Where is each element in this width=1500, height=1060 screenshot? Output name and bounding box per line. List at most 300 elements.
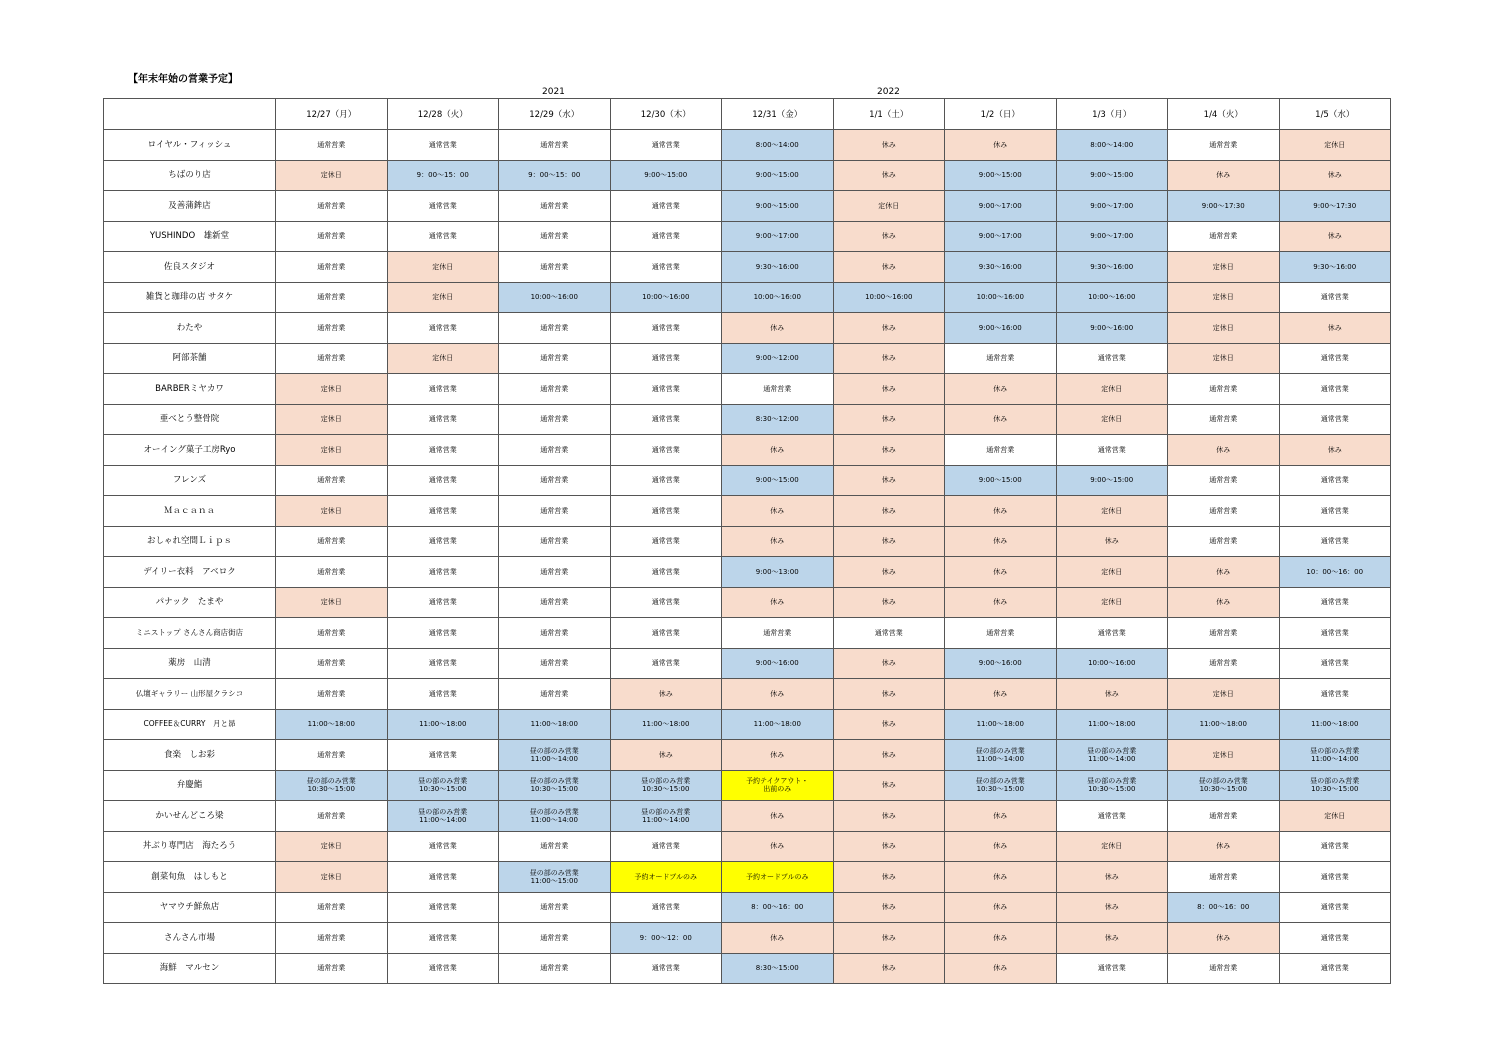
schedule-cell: 11:00～18:00: [276, 709, 388, 740]
schedule-cell: 予約オードブルのみ: [610, 862, 722, 893]
table-row: [104, 282, 1391, 313]
schedule-cell: 11:00～18:00: [387, 709, 499, 740]
header-date: 1/2（日）: [945, 99, 1057, 130]
schedule-cell: 通常営業: [499, 618, 611, 649]
table-row: [104, 526, 1391, 557]
schedule-cell: 休み: [833, 770, 945, 801]
schedule-cell: 9:00～17:00: [1056, 191, 1168, 222]
schedule-cell: 休み: [1168, 557, 1280, 588]
schedule-cell: 10:00～16:00: [1056, 282, 1168, 313]
schedule-cell: 11:00～18:00: [1168, 709, 1280, 740]
schedule-cell: 9:00～16:00: [945, 313, 1057, 344]
table-row: [104, 953, 1391, 984]
schedule-cell: 通常営業: [610, 465, 722, 496]
schedule-cell: 11:00～18:00: [499, 709, 611, 740]
schedule-cell: 通常営業: [499, 343, 611, 374]
schedule-cell: 10:00～16:00: [722, 282, 834, 313]
header-date: 1/5（水）: [1279, 99, 1391, 130]
schedule-cell: 予約テイクアウト・ 出前のみ: [722, 770, 834, 801]
business-schedule-table: [103, 98, 1391, 984]
schedule-cell: 定休日: [276, 496, 388, 527]
schedule-cell: 定休日: [276, 374, 388, 405]
schedule-cell: 通常営業: [1056, 801, 1168, 832]
schedule-cell: 昼の部のみ営業 10:30～15:00: [945, 770, 1057, 801]
schedule-cell: 定休日: [1279, 801, 1391, 832]
schedule-cell: 通常営業: [1279, 923, 1391, 954]
schedule-cell: 通常営業: [722, 374, 834, 405]
schedule-cell: 休み: [1056, 862, 1168, 893]
store-name: 阿部茶舗: [104, 343, 276, 374]
schedule-cell: 通常営業: [499, 526, 611, 557]
schedule-cell: 定休日: [276, 862, 388, 893]
schedule-cell: 休み: [1168, 923, 1280, 954]
schedule-cell: 休み: [945, 953, 1057, 984]
schedule-cell: 通常営業: [276, 892, 388, 923]
schedule-cell: 通常営業: [276, 343, 388, 374]
schedule-cell: 休み: [1168, 160, 1280, 191]
schedule-cell: 8:00～14:00: [722, 130, 834, 161]
table-row: [104, 160, 1391, 191]
schedule-cell: 定休日: [387, 282, 499, 313]
schedule-cell: 通常営業: [276, 282, 388, 313]
schedule-cell: 通常営業: [1056, 343, 1168, 374]
schedule-cell: 通常営業: [499, 953, 611, 984]
table-row: [104, 679, 1391, 710]
schedule-cell: 休み: [722, 923, 834, 954]
schedule-cell: 通常営業: [1168, 221, 1280, 252]
schedule-cell: 通常営業: [1168, 801, 1280, 832]
schedule-cell: 9:30～16:00: [1056, 252, 1168, 283]
schedule-cell: 通常営業: [499, 465, 611, 496]
table-row: [104, 770, 1391, 801]
schedule-cell: 通常営業: [610, 831, 722, 862]
header-row: [104, 99, 1391, 130]
schedule-cell: 通常営業: [387, 740, 499, 771]
schedule-cell: 9:00～15:00: [945, 465, 1057, 496]
schedule-cell: 休み: [945, 587, 1057, 618]
schedule-cell: 通常営業: [387, 130, 499, 161]
schedule-cell: 休み: [833, 801, 945, 832]
table-row: [104, 221, 1391, 252]
schedule-cell: 休み: [722, 587, 834, 618]
schedule-cell: 定休日: [276, 160, 388, 191]
schedule-cell: 休み: [945, 526, 1057, 557]
schedule-cell: 休み: [833, 953, 945, 984]
schedule-cell: 通常営業: [1279, 496, 1391, 527]
table-row: [104, 740, 1391, 771]
schedule-cell: 休み: [833, 526, 945, 557]
schedule-cell: 休み: [833, 587, 945, 618]
store-name: パナック たまや: [104, 587, 276, 618]
store-name: おしゃれ空間Ｌｉｐｓ: [104, 526, 276, 557]
header-date: 1/3（月）: [1056, 99, 1168, 130]
schedule-cell: 通常営業: [1279, 831, 1391, 862]
schedule-cell: 通常営業: [499, 221, 611, 252]
schedule-cell: 昼の部のみ営業 10:30～15:00: [1168, 770, 1280, 801]
table-row: [104, 465, 1391, 496]
schedule-cell: 通常営業: [387, 404, 499, 435]
store-name: 仏壇ギャラリー 山形屋クラシコ: [104, 679, 276, 710]
schedule-cell: 昼の部のみ営業 11:00～14:00: [387, 801, 499, 832]
schedule-cell: 定休日: [1056, 374, 1168, 405]
schedule-cell: 休み: [833, 862, 945, 893]
schedule-cell: 通常営業: [499, 191, 611, 222]
schedule-cell: 通常営業: [1056, 953, 1168, 984]
schedule-cell: 予約オードブルのみ: [722, 862, 834, 893]
schedule-cell: 休み: [833, 496, 945, 527]
schedule-cell: 定休日: [1168, 679, 1280, 710]
schedule-cell: 休み: [945, 679, 1057, 710]
store-name: オーイング菓子工房Ryo: [104, 435, 276, 466]
table-row: [104, 557, 1391, 588]
schedule-cell: 通常営業: [1279, 618, 1391, 649]
schedule-cell: 定休日: [276, 831, 388, 862]
schedule-cell: 通常営業: [499, 130, 611, 161]
schedule-cell: 通常営業: [499, 557, 611, 588]
header-date: 12/29（水）: [499, 99, 611, 130]
schedule-cell: 通常営業: [610, 496, 722, 527]
store-name: わたや: [104, 313, 276, 344]
schedule-cell: 通常営業: [1279, 404, 1391, 435]
table-row: [104, 374, 1391, 405]
store-name: 海鮮 マルセン: [104, 953, 276, 984]
store-name: ちばのり店: [104, 160, 276, 191]
table-row: [104, 252, 1391, 283]
schedule-cell: 9:00～15:00: [1056, 465, 1168, 496]
schedule-cell: 通常営業: [276, 465, 388, 496]
schedule-cell: 休み: [833, 343, 945, 374]
schedule-cell: 定休日: [833, 191, 945, 222]
schedule-cell: 通常営業: [610, 404, 722, 435]
schedule-cell: 定休日: [1168, 252, 1280, 283]
schedule-cell: 通常営業: [610, 435, 722, 466]
schedule-cell: 休み: [833, 160, 945, 191]
schedule-cell: 通常営業: [1168, 526, 1280, 557]
schedule-cell: 9:00～17:30: [1279, 191, 1391, 222]
schedule-cell: 通常営業: [1279, 892, 1391, 923]
schedule-cell: 9:00～15:00: [722, 191, 834, 222]
schedule-cell: 通常営業: [610, 557, 722, 588]
schedule-cell: 休み: [945, 404, 1057, 435]
schedule-cell: 休み: [722, 526, 834, 557]
store-name: デイリー衣料 アベロク: [104, 557, 276, 588]
store-name: 佐良スタジオ: [104, 252, 276, 283]
store-name: 食楽 しお彩: [104, 740, 276, 771]
schedule-cell: 9:00～17:00: [1056, 221, 1168, 252]
schedule-cell: 通常営業: [610, 130, 722, 161]
schedule-cell: 通常営業: [387, 648, 499, 679]
header-date: 12/30（木）: [610, 99, 722, 130]
schedule-cell: 9:00～15:00: [722, 160, 834, 191]
schedule-cell: 休み: [833, 709, 945, 740]
schedule-cell: 通常営業: [610, 587, 722, 618]
schedule-cell: 9：00～12：00: [610, 923, 722, 954]
schedule-cell: 9:30～16:00: [1279, 252, 1391, 283]
schedule-cell: 休み: [722, 740, 834, 771]
store-name: 雑貨と珈琲の店 サタケ: [104, 282, 276, 313]
schedule-cell: 通常営業: [1168, 496, 1280, 527]
schedule-cell: 通常営業: [833, 618, 945, 649]
schedule-cell: 休み: [1168, 587, 1280, 618]
schedule-cell: 通常営業: [276, 526, 388, 557]
schedule-cell: 通常営業: [1168, 618, 1280, 649]
schedule-cell: 9:00～12:00: [722, 343, 834, 374]
schedule-cell: 通常営業: [387, 221, 499, 252]
schedule-cell: 9:00～17:30: [1168, 191, 1280, 222]
schedule-cell: 通常営業: [1168, 374, 1280, 405]
schedule-cell: 昼の部のみ営業 11:00～14:00: [499, 801, 611, 832]
schedule-cell: 通常営業: [276, 221, 388, 252]
table-row: [104, 801, 1391, 832]
document-title: 【年末年始の営業予定】: [128, 74, 238, 85]
schedule-cell: 定休日: [1168, 343, 1280, 374]
schedule-cell: 通常営業: [610, 191, 722, 222]
schedule-cell: 通常営業: [610, 526, 722, 557]
store-name: ロイヤル・フィッシュ: [104, 130, 276, 161]
schedule-cell: 定休日: [1056, 557, 1168, 588]
schedule-cell: 昼の部のみ営業 11:00～14:00: [1056, 740, 1168, 771]
schedule-cell: 通常営業: [722, 618, 834, 649]
schedule-cell: 定休日: [1168, 313, 1280, 344]
schedule-cell: 通常営業: [1279, 526, 1391, 557]
schedule-cell: 通常営業: [276, 618, 388, 649]
schedule-cell: 休み: [833, 374, 945, 405]
schedule-cell: 通常営業: [387, 679, 499, 710]
store-name: 及善蒲鉾店: [104, 191, 276, 222]
schedule-cell: 通常営業: [276, 740, 388, 771]
schedule-cell: 通常営業: [276, 313, 388, 344]
schedule-cell: 休み: [833, 404, 945, 435]
schedule-cell: 通常営業: [1168, 465, 1280, 496]
schedule-cell: 休み: [833, 252, 945, 283]
header-date: 12/28（火）: [387, 99, 499, 130]
table-row: [104, 923, 1391, 954]
schedule-cell: 通常営業: [945, 435, 1057, 466]
schedule-cell: 休み: [833, 831, 945, 862]
year-label-2021: 2021: [542, 87, 565, 97]
schedule-cell: 通常営業: [499, 252, 611, 283]
schedule-cell: 10:00～16:00: [1056, 648, 1168, 679]
store-name: 丼ぶり専門店 海たろう: [104, 831, 276, 862]
table-row: [104, 862, 1391, 893]
schedule-cell: 通常営業: [945, 343, 1057, 374]
schedule-cell: 休み: [833, 465, 945, 496]
schedule-cell: 通常営業: [276, 130, 388, 161]
schedule-cell: 通常営業: [610, 252, 722, 283]
schedule-cell: 9:00～15:00: [610, 160, 722, 191]
schedule-cell: 9:30～16:00: [722, 252, 834, 283]
schedule-cell: 9:00～16:00: [945, 648, 1057, 679]
schedule-cell: 休み: [945, 130, 1057, 161]
schedule-cell: 定休日: [276, 587, 388, 618]
schedule-cell: 昼の部のみ営業 10:30～15:00: [387, 770, 499, 801]
store-name: かいせんどころ梁: [104, 801, 276, 832]
schedule-cell: 休み: [833, 313, 945, 344]
schedule-cell: 昼の部のみ営業 10:30～15:00: [610, 770, 722, 801]
schedule-cell: 休み: [722, 679, 834, 710]
schedule-cell: 通常営業: [387, 496, 499, 527]
schedule-cell: 10:00～16:00: [833, 282, 945, 313]
schedule-cell: 休み: [945, 801, 1057, 832]
schedule-cell: 休み: [1056, 526, 1168, 557]
schedule-cell: 通常営業: [499, 374, 611, 405]
schedule-cell: 通常営業: [387, 587, 499, 618]
schedule-cell: 通常営業: [1279, 282, 1391, 313]
schedule-cell: 通常営業: [610, 953, 722, 984]
schedule-cell: 通常営業: [276, 648, 388, 679]
schedule-cell: 休み: [1056, 892, 1168, 923]
schedule-cell: 通常営業: [1056, 618, 1168, 649]
schedule-cell: 通常営業: [387, 892, 499, 923]
schedule-cell: 休み: [833, 648, 945, 679]
store-name: BARBERミヤカワ: [104, 374, 276, 405]
schedule-cell: 9:00～15:00: [722, 465, 834, 496]
schedule-cell: 通常営業: [1279, 374, 1391, 405]
schedule-cell: 休み: [833, 923, 945, 954]
store-name: 亜べとう整骨院: [104, 404, 276, 435]
schedule-cell: 通常営業: [387, 526, 499, 557]
schedule-cell: 定休日: [1279, 130, 1391, 161]
schedule-cell: 昼の部のみ営業 10:30～15:00: [1279, 770, 1391, 801]
schedule-cell: 定休日: [1056, 587, 1168, 618]
schedule-cell: 定休日: [276, 435, 388, 466]
schedule-cell: 休み: [610, 740, 722, 771]
schedule-body: [104, 130, 1391, 984]
schedule-cell: 10：00～16：00: [1279, 557, 1391, 588]
schedule-cell: 9：00～15：00: [387, 160, 499, 191]
schedule-cell: 通常営業: [499, 435, 611, 466]
table-row: [104, 496, 1391, 527]
schedule-cell: 通常営業: [387, 374, 499, 405]
store-name: COFFEE＆CURRY 月と昴: [104, 709, 276, 740]
schedule-cell: 10:00～16:00: [499, 282, 611, 313]
schedule-cell: 通常営業: [387, 618, 499, 649]
schedule-cell: 通常営業: [1168, 404, 1280, 435]
schedule-cell: 9:30～16:00: [945, 252, 1057, 283]
schedule-cell: 通常営業: [610, 648, 722, 679]
schedule-cell: 定休日: [387, 252, 499, 283]
schedule-cell: 通常営業: [1279, 679, 1391, 710]
schedule-cell: 休み: [1279, 435, 1391, 466]
schedule-cell: 通常営業: [610, 374, 722, 405]
schedule-cell: 9:00～13:00: [722, 557, 834, 588]
schedule-cell: 通常営業: [499, 892, 611, 923]
table-row: [104, 587, 1391, 618]
schedule-cell: 通常営業: [610, 618, 722, 649]
table-row: [104, 618, 1391, 649]
schedule-cell: 休み: [833, 679, 945, 710]
schedule-cell: 通常営業: [499, 313, 611, 344]
schedule-cell: 9:00～17:00: [945, 221, 1057, 252]
schedule-cell: 9:00～16:00: [722, 648, 834, 679]
schedule-cell: 通常営業: [276, 252, 388, 283]
schedule-cell: 休み: [722, 435, 834, 466]
schedule-cell: 通常営業: [945, 618, 1057, 649]
schedule-cell: 定休日: [1168, 740, 1280, 771]
schedule-cell: 休み: [1168, 831, 1280, 862]
schedule-cell: 10:00～16:00: [945, 282, 1057, 313]
schedule-cell: 昼の部のみ営業 11:00～14:00: [1279, 740, 1391, 771]
header-store: [104, 99, 276, 130]
schedule-cell: 通常営業: [610, 892, 722, 923]
schedule-cell: 休み: [945, 862, 1057, 893]
schedule-cell: 通常営業: [387, 953, 499, 984]
schedule-cell: 8：00～16：00: [1168, 892, 1280, 923]
schedule-cell: 通常営業: [610, 343, 722, 374]
schedule-cell: 9：00～15：00: [499, 160, 611, 191]
schedule-cell: 定休日: [1056, 831, 1168, 862]
schedule-cell: 通常営業: [1279, 648, 1391, 679]
schedule-cell: 9:00～17:00: [722, 221, 834, 252]
store-name: Ｍａｃａｎａ: [104, 496, 276, 527]
schedule-cell: 休み: [945, 374, 1057, 405]
schedule-cell: 8:30～12:00: [722, 404, 834, 435]
schedule-cell: 昼の部のみ営業 10:30～15:00: [499, 770, 611, 801]
schedule-cell: 休み: [722, 496, 834, 527]
schedule-cell: 通常営業: [276, 557, 388, 588]
schedule-cell: 通常営業: [387, 557, 499, 588]
table-row: [104, 892, 1391, 923]
schedule-cell: 昼の部のみ営業 11:00～14:00: [945, 740, 1057, 771]
schedule-cell: 通常営業: [276, 801, 388, 832]
schedule-cell: 通常営業: [276, 953, 388, 984]
schedule-cell: 休み: [945, 557, 1057, 588]
schedule-cell: 昼の部のみ営業 11:00～14:00: [499, 740, 611, 771]
schedule-cell: 休み: [833, 557, 945, 588]
schedule-cell: 通常営業: [387, 465, 499, 496]
schedule-cell: 定休日: [1168, 282, 1280, 313]
store-name: さんさん市場: [104, 923, 276, 954]
table-row: [104, 709, 1391, 740]
schedule-cell: 通常営業: [499, 831, 611, 862]
schedule-cell: 通常営業: [387, 435, 499, 466]
schedule-cell: 通常営業: [610, 221, 722, 252]
table-row: [104, 404, 1391, 435]
table-row: [104, 435, 1391, 466]
schedule-cell: 定休日: [387, 343, 499, 374]
schedule-cell: 通常営業: [387, 191, 499, 222]
table-row: [104, 648, 1391, 679]
table-row: [104, 191, 1391, 222]
schedule-cell: 11:00～18:00: [945, 709, 1057, 740]
schedule-cell: 通常営業: [1056, 435, 1168, 466]
schedule-cell: 通常営業: [1168, 862, 1280, 893]
schedule-cell: 休み: [833, 740, 945, 771]
schedule-cell: 通常営業: [1279, 465, 1391, 496]
schedule-cell: 11:00～18:00: [610, 709, 722, 740]
schedule-cell: 休み: [833, 892, 945, 923]
schedule-cell: 11:00～18:00: [1056, 709, 1168, 740]
schedule-cell: 休み: [1279, 160, 1391, 191]
schedule-cell: 9:00～16:00: [1056, 313, 1168, 344]
schedule-cell: 9:00～17:00: [945, 191, 1057, 222]
schedule-cell: 11:00～18:00: [722, 709, 834, 740]
schedule-cell: 通常営業: [499, 496, 611, 527]
schedule-cell: 昼の部のみ営業 11:00～14:00: [610, 801, 722, 832]
store-name: 創菜旬魚 はしもと: [104, 862, 276, 893]
store-name: フレンズ: [104, 465, 276, 496]
schedule-cell: 通常営業: [499, 587, 611, 618]
schedule-cell: 通常営業: [610, 313, 722, 344]
store-name: ヤマウチ鮮魚店: [104, 892, 276, 923]
schedule-cell: 休み: [722, 313, 834, 344]
table-row: [104, 831, 1391, 862]
schedule-cell: 9:00～15:00: [1056, 160, 1168, 191]
table-row: [104, 343, 1391, 374]
schedule-cell: 定休日: [1056, 496, 1168, 527]
schedule-cell: 通常営業: [1279, 587, 1391, 618]
header-date: 12/31（金）: [722, 99, 834, 130]
